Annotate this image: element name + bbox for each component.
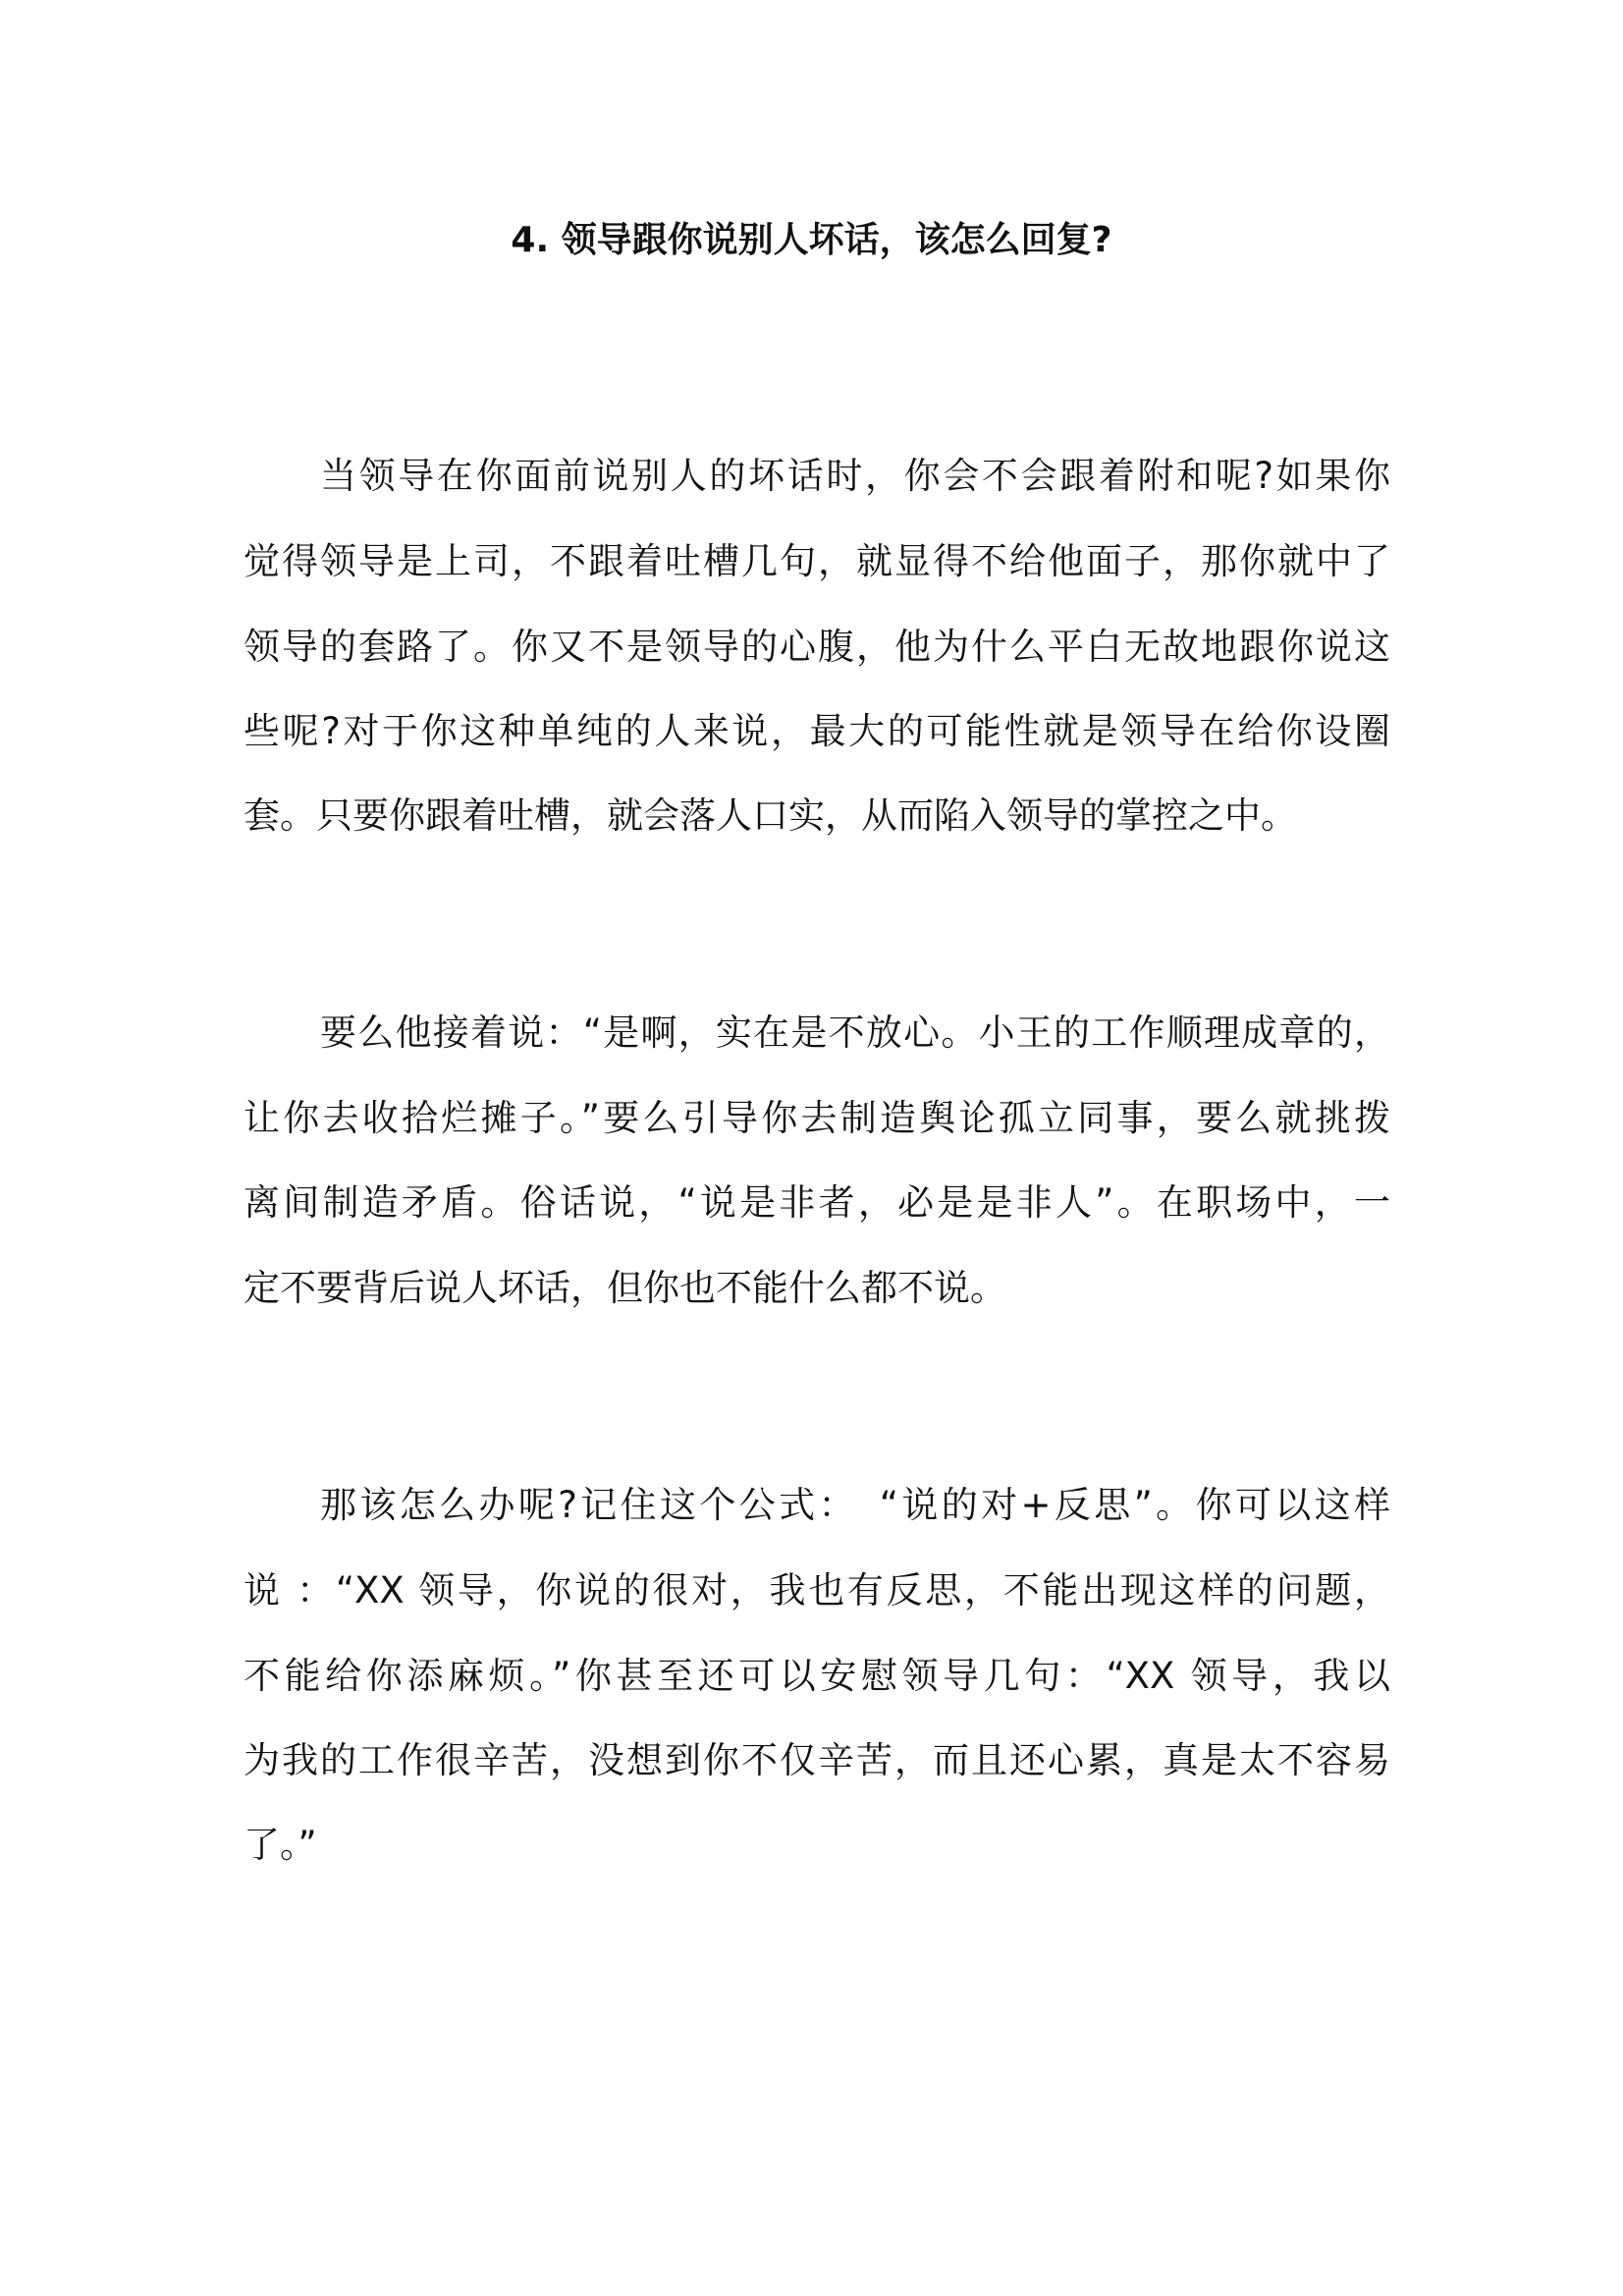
paragraph-line: 让你去收拾烂摊子。”要么引导你去制造舆论孤立同事，要么就挑拨: [243, 1097, 1390, 1139]
paragraph-line: 当领导在你面前说别人的坏话时，你会不会跟着附和呢?如果你: [320, 455, 1390, 497]
paragraph-line: 些呢?对于你这种单纯的人来说，最大的可能性就是领导在给你设圈: [243, 710, 1390, 752]
document-title: 4. 领导跟你说别人坏话，该怎么回复?: [511, 220, 1112, 260]
paragraph-line: 套。只要你跟着吐槽，就会落人口实，从而陷入领导的掌控之中。: [243, 794, 1297, 837]
paragraph-line: 那该怎么办呢?记住这个公式： “说的对+反思”。你可以这样: [320, 1484, 1390, 1526]
paragraph-line: 说 ：“XX 领导，你说的很对，我也有反思，不能出现这样的问题，: [243, 1569, 1390, 1612]
paragraph-line: 定不要背后说人坏话，但你也不能什么都不说。: [243, 1267, 1006, 1309]
paragraph-line: 离间制造矛盾。俗话说，“说是非者，必是是非人”。在职场中，一: [243, 1181, 1390, 1224]
paragraph-line: 要么他接着说：“是啊，实在是不放心。小王的工作顺理成章的，: [320, 1011, 1390, 1054]
paragraph-line: 领导的套路了。你又不是领导的心腹，他为什么平白无故地跟你说这: [243, 626, 1390, 668]
paragraph-line: 了。”: [243, 1824, 317, 1866]
paragraph-line: 觉得领导是上司，不跟着吐槽几句，就显得不给他面子，那你就中了: [243, 540, 1390, 582]
paragraph-line: 为我的工作很辛苦，没想到你不仅辛苦，而且还心累，真是太不容易: [243, 1739, 1390, 1781]
paragraph-line: 不能给你添麻烦。”你甚至还可以安慰领导几句：“XX 领导，我以: [243, 1655, 1390, 1697]
